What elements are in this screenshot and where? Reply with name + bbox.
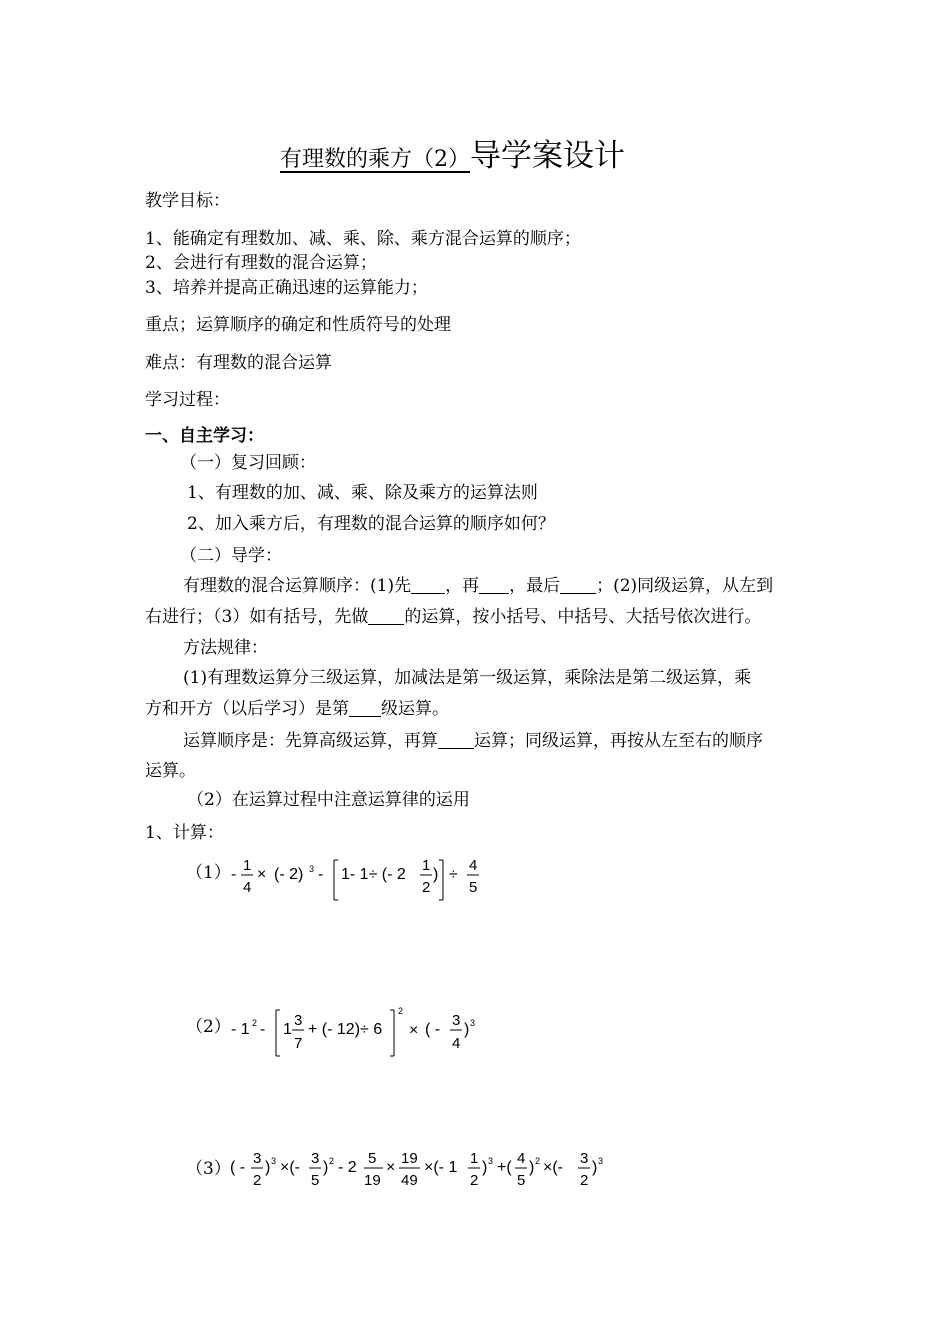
objective-2: 2、会进行有理数的混合运算； [145, 253, 377, 273]
problem-1-label: （1） [186, 863, 231, 883]
svg-text:): ) [592, 1159, 598, 1176]
sequence-line-1 [183, 730, 763, 752]
order-line-1 [183, 575, 773, 597]
section1-heading: 一、自主学习： [145, 426, 264, 446]
fill-blank-4 [368, 608, 404, 625]
formula-3-svg [228, 1143, 628, 1199]
review-heading: （一）复习回顾： [180, 453, 316, 473]
svg-text:1- 1÷ (- 2: 1- 1÷ (- 2 [341, 866, 406, 883]
fill-blank-6 [438, 732, 474, 749]
formula-2-svg [228, 1002, 498, 1062]
svg-text:2: 2 [580, 1172, 589, 1189]
process-heading: 学习过程： [145, 390, 230, 410]
svg-text:2: 2 [252, 1018, 258, 1028]
svg-text:1: 1 [470, 1150, 479, 1167]
svg-text:3: 3 [580, 1150, 589, 1167]
key-point: 重点；运算顺序的确定和性质符号的处理 [145, 315, 451, 335]
svg-text:3: 3 [271, 1156, 277, 1166]
exercise-heading: 1、计算： [145, 823, 224, 843]
svg-text:2: 2 [253, 1172, 262, 1189]
svg-text:3: 3 [311, 1150, 320, 1167]
objective-1: 1、能确定有理数加、减、乘、除、乘方混合运算的顺序； [145, 229, 581, 249]
svg-text:÷: ÷ [449, 866, 458, 883]
svg-text:×(- 1: ×(- 1 [424, 1159, 458, 1176]
svg-text:×: × [409, 1022, 419, 1039]
sequence-text-b: 运算；同级运算，再按从左至右的顺序 [474, 731, 763, 751]
svg-text:×(-: ×(- [280, 1159, 300, 1176]
sequence-text-a: 运算顺序是：先算高级运算，再算 [183, 731, 438, 751]
svg-text:-: - [231, 866, 237, 883]
method-line-2 [145, 698, 449, 720]
title-part-2: 导学案设计 [470, 138, 625, 174]
svg-text:×: × [257, 866, 267, 883]
review-item-2: 2、加入乘方后，有理数的混合运算的顺序如何？ [187, 514, 555, 534]
svg-text:7: 7 [294, 1035, 303, 1052]
sequence-line-2: 运算。 [145, 761, 196, 781]
svg-text:- 1: - 1 [231, 1021, 250, 1038]
svg-text:×(-: ×(- [543, 1159, 563, 1176]
svg-text:2: 2 [470, 1172, 479, 1189]
svg-text:3: 3 [598, 1156, 604, 1166]
objectives-heading: 教学目标： [145, 191, 230, 211]
svg-text:): ) [323, 1159, 329, 1176]
method-line-1: (1)有理数运算分三级运算，加减法是第一级运算，乘除法是第二级运算，乘 [183, 668, 752, 688]
order-text-b: ，再 [445, 576, 480, 596]
svg-text:49: 49 [401, 1172, 418, 1189]
svg-text:3: 3 [309, 864, 315, 874]
svg-text:19: 19 [401, 1150, 418, 1167]
method-text-b: 方和开方（以后学习）是第 [145, 699, 349, 719]
svg-text:- 2: - 2 [338, 1159, 357, 1176]
svg-text:): ) [464, 1021, 470, 1038]
order-text-a: 有理数的混合运算顺序：(1)先 [183, 576, 412, 596]
problem-2-label: （2） [186, 1017, 231, 1037]
svg-text:2: 2 [329, 1156, 335, 1166]
svg-text:3: 3 [488, 1156, 494, 1166]
guide-heading: （二）导学： [180, 546, 282, 566]
svg-text:19: 19 [364, 1172, 381, 1189]
svg-text:(- 2): (- 2) [274, 866, 304, 883]
svg-text:3: 3 [470, 1018, 476, 1028]
svg-text:5: 5 [311, 1172, 320, 1189]
order-text-f: 的运算，按小括号、中括号、大括号依次进行。 [404, 607, 762, 627]
svg-text:1: 1 [422, 857, 431, 874]
problem-3-formula [228, 1143, 628, 1199]
law-note: （2）在运算过程中注意运算律的运用 [187, 790, 470, 810]
svg-text:2: 2 [398, 1006, 404, 1016]
svg-text:3: 3 [294, 1012, 303, 1029]
fill-blank-1 [411, 577, 445, 594]
problem-2-formula [228, 1002, 498, 1062]
objective-3: 3、培养并提高正确迅速的运算能力； [145, 278, 428, 298]
order-line-2 [145, 606, 761, 628]
order-text-d: ；(2)同级运算，从左到 [596, 576, 774, 596]
fill-blank-3 [560, 577, 596, 594]
fill-blank-5 [349, 700, 381, 717]
svg-text:): ) [433, 866, 439, 883]
svg-text:): ) [482, 1159, 488, 1176]
order-text-c: ，最后 [509, 576, 561, 596]
problem-3-label: （3） [186, 1159, 231, 1179]
svg-text:-: - [260, 1021, 266, 1038]
svg-text:5: 5 [517, 1172, 526, 1189]
svg-text:1: 1 [243, 857, 252, 874]
problem-1-formula [228, 850, 498, 906]
review-item-1: 1、有理数的加、减、乘、除及乘方的运算法则 [187, 483, 538, 503]
order-text-e: 右进行；（3）如有括号，先做 [145, 607, 369, 627]
title-part-1: 有理数的乘方（2） [280, 147, 470, 172]
svg-text:-: - [318, 866, 324, 883]
svg-text:2: 2 [422, 879, 431, 896]
svg-text:2: 2 [535, 1156, 541, 1166]
svg-text:1: 1 [283, 1021, 292, 1038]
formula-1-svg [228, 850, 498, 906]
fill-blank-2 [479, 577, 509, 594]
svg-text:4: 4 [243, 879, 252, 896]
method-heading: 方法规律： [183, 638, 268, 658]
method-text-c: 级运算。 [381, 699, 449, 719]
svg-text:( -: ( - [230, 1159, 246, 1176]
svg-text:+(: +( [497, 1159, 512, 1176]
svg-text:( -: ( - [425, 1021, 441, 1038]
svg-text:): ) [529, 1159, 535, 1176]
svg-text:): ) [265, 1159, 271, 1176]
svg-text:5: 5 [368, 1150, 377, 1167]
svg-text:5: 5 [469, 879, 478, 896]
svg-text:4: 4 [452, 1035, 461, 1052]
svg-text:3: 3 [253, 1150, 262, 1167]
difficulty: 难点：有理数的混合运算 [145, 353, 332, 373]
svg-text:4: 4 [517, 1150, 526, 1167]
document-title [280, 130, 625, 175]
svg-text:4: 4 [469, 857, 478, 874]
svg-text:+ (- 12)÷ 6: + (- 12)÷ 6 [308, 1021, 383, 1038]
svg-text:×: × [386, 1159, 396, 1176]
svg-text:3: 3 [452, 1012, 461, 1029]
